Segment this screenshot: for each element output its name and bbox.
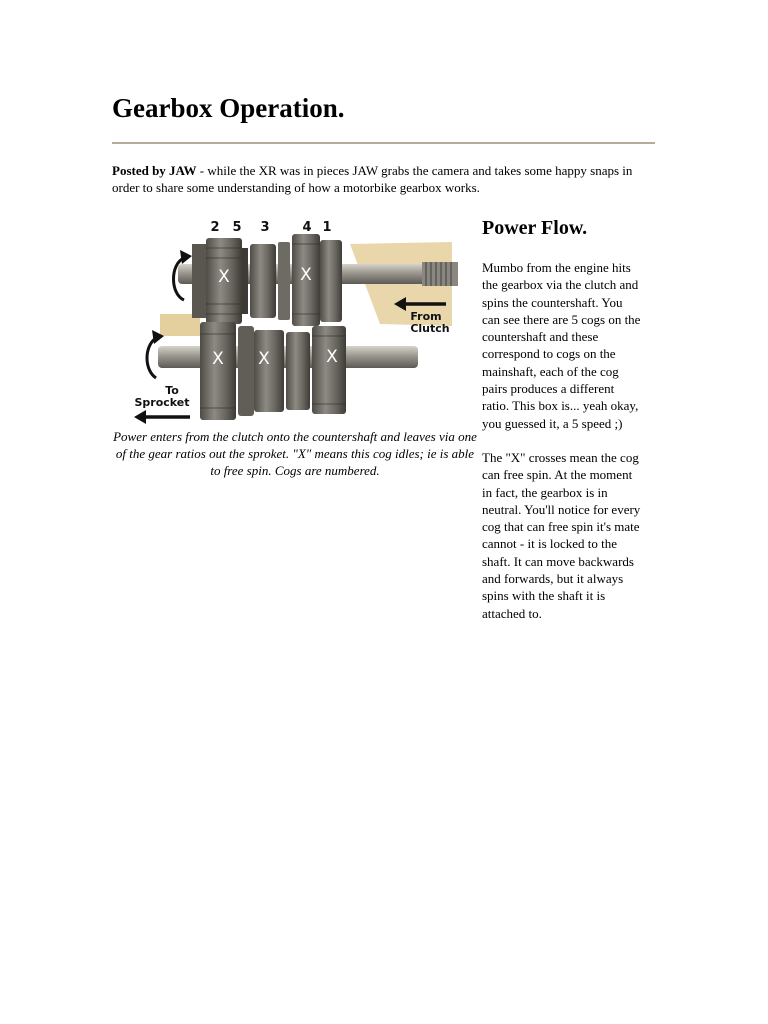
power-flow-column: [482, 259, 642, 639]
cog-number-4: 4: [302, 220, 312, 235]
intro-paragraph: [112, 162, 657, 196]
title-divider: [112, 142, 655, 144]
cog-number-2: 2: [210, 220, 220, 235]
upper-gear-sep: [278, 242, 290, 320]
section-heading: Power Flow.: [482, 217, 588, 239]
idle-mark-4: X: [258, 349, 270, 369]
lower-gear-3: [254, 330, 284, 412]
cog-number-5: 5: [232, 220, 242, 235]
cog-number-1: 1: [322, 220, 332, 235]
idle-mark-2: X: [300, 265, 312, 285]
lower-gear-4: [286, 332, 310, 410]
idle-mark-5: X: [326, 347, 338, 367]
upper-shaft-spline: [422, 262, 458, 286]
upper-gear-a: [192, 244, 206, 318]
idle-mark-1: X: [218, 267, 230, 287]
gearbox-photo: [130, 214, 462, 428]
to-sprocket-label-line1: To: [165, 384, 179, 397]
photo-caption: Power enters from the clutch onto the countershaft and leaves via one of the gear ratios out the sproket. "X" means this cog idles; ie is able to free spin. Cogs are numbered.: [113, 429, 477, 478]
from-clutch-label-line2: Clutch: [410, 322, 450, 335]
lower-gear-5: [238, 326, 254, 416]
lower-gear-2: [200, 322, 236, 420]
intro-text: - while the XR was in pieces JAW grabs the camera and takes some happy snaps in order to share some understanding of how a motorbike gearbox works.: [112, 163, 633, 195]
to-sprocket-label-line2: Sprocket: [134, 396, 190, 409]
from-clutch-label-line1: From: [410, 310, 442, 323]
upper-gear-3: [250, 244, 276, 318]
power-flow-paragraph-1: Mumbo from the engine hits the gearbox via the clutch and spins the countershaft. You can see there are 5 cogs on the countershaft and these correspond to cogs on the mainshaft, each of the cog pairs produces a different ratio. This box is... yeah okay, you guessed it, a 5 speed ;): [482, 260, 641, 431]
power-flow-paragraph-2: The "X" crosses mean the cog can free spin. At the moment in fact, the gearbox is in neutral. You'll notice for every cog that can free spin it's mate cannot - it is locked to the shaft. It can move backwards and forwards, but it always spins with the shaft it is attached to.: [482, 449, 641, 621]
page-title: Gearbox Operation.: [112, 93, 345, 123]
lower-gear-1: [312, 326, 346, 414]
author-label: Posted by JAW: [112, 163, 197, 178]
cog-number-3: 3: [260, 220, 270, 235]
idle-mark-3: X: [212, 349, 224, 369]
upper-gear-1: [320, 240, 342, 322]
